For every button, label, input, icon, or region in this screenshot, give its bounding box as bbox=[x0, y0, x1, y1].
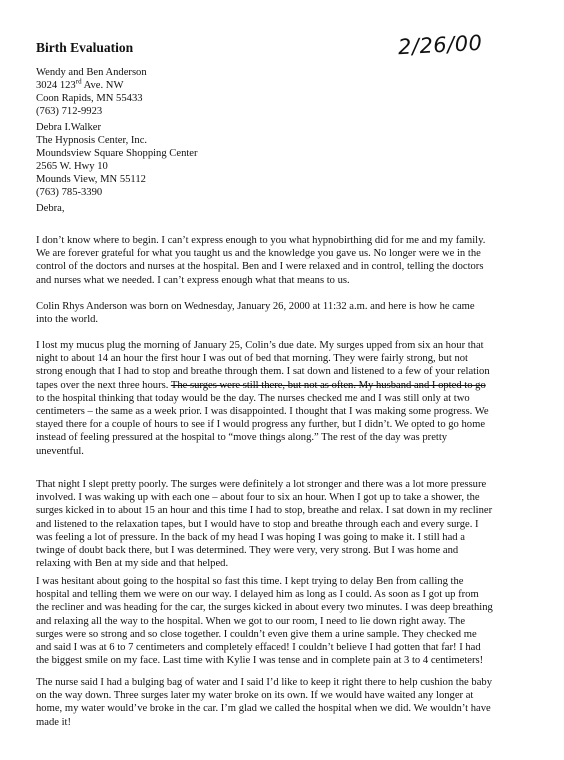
recipient-name: Debra I.Walker bbox=[36, 122, 102, 133]
recipient-phone: (763) 785-3390 bbox=[36, 187, 103, 198]
paragraph-6: The nurse said I had a bulging bag of water and I said I’d like to keep it right there to help cushion the baby on the way down. Three surges later my water broke on its own. If we would have waited any longer at home, my water would’ve broke in the car. I’m glad we called the hospital when we did. We wouldn’t have made it! bbox=[36, 677, 492, 728]
paragraph-3-strikethrough: The surges were still there, but not as often. My husband and I opted to go bbox=[170, 379, 486, 391]
sender-street-number: 3024 123 bbox=[36, 80, 76, 91]
paragraph-3-text-a: I lost my mucus plug the morning of January 25, Colin’s due date. My surges upped from six an hour that night to about 14 an hour the first hour I was out of bed that morning. They were fairly strong, but not strong enough that I had to stop and breathe through them. I sat down and listened to a few of your relation tapes over the next three hours. bbox=[36, 340, 490, 391]
recipient-city: Mounds View, MN 55112 bbox=[36, 174, 146, 185]
handwritten-date: 2/26/00 bbox=[397, 30, 484, 60]
paragraph-3 bbox=[36, 339, 550, 458]
recipient-street: 2565 W. Hwy 10 bbox=[36, 161, 108, 172]
document-title: Birth Evaluation bbox=[36, 40, 134, 55]
recipient-org: The Hypnosis Center, Inc. bbox=[36, 135, 148, 146]
sender-phone: (763) 712-9923 bbox=[36, 106, 103, 117]
paragraph-5: I was hesitant about going to the hospital so fast this time. I kept trying to delay Ben from calling the hospital and telling them we were on our way. I delayed him as long as I could. As soon as I got up from the recliner and was heading for the car, the surges kicked in about every two minutes. I was deep breathing and relaxing all the way to the hospital. When we got to our room, I need to lie down right away. The surges were so strong and so close together. I couldn’t even give them a urine sample. They checked me and said I was at 6 to 7 centimeters and completely effaced! I couldn’t believe I had gotten that far! I had the biggest smile on my face. Last time with Kylie I was tense and in complete pain at 3 to 4 centimeters! bbox=[36, 576, 493, 667]
recipient-address bbox=[36, 121, 198, 199]
paragraph-3-text-b: to the hospital thinking that today would be the day. The nurses checked me and I was still only at two centimeters – the same as a week prior. I was disappointed. I thought that I was making some progress. We stayed there for a couple of hours to see if I would progress any further, but I didn’t. We opted to go home instead of feeling pressured at the hospital to “move things along.” The rest of the day was pretty uneventful. bbox=[36, 392, 489, 457]
sender-street-rest: Ave. NW bbox=[81, 80, 124, 91]
salutation: Debra, bbox=[36, 203, 65, 214]
paragraph-4: That night I slept pretty poorly. The surges were definitely a lot stronger and there was a lot more pressure involved. I was waking up with each one – about four to six an hour. When I got up to take a shower, the surges kicked in to about 15 an hour and this time I had to stop, breathe and relax. I sat down in my recliner and listened to the relaxation tapes, but I would have to stop and breathe through each and every surge. I was feeling a lot of pressure. In the back of my head I was hoping I was going to make it. I still had a twinge of doubt back there, but I was determined. They were very, very strong. But I was home and relaxing with Ben at my side and that helped. bbox=[36, 479, 493, 570]
sender-street-suffix: rd bbox=[75, 77, 82, 86]
sender-name: Wendy and Ben Anderson bbox=[36, 67, 147, 78]
paragraph-2: Colin Rhys Anderson was born on Wednesday, January 26, 2000 at 11:32 a.m. and here is how he came into the world. bbox=[36, 301, 475, 326]
paragraph-1: I don’t know where to begin. I can’t express enough to you what hypnobirthing did for me and my family. We are forever grateful for what you taught us and the knowledge you gave us. No longer were we in the control of the doctors and nurses at the hospital. Ben and I were relaxed and in control, telling the doctors and nurses what we needed. I can’t express enough what that means to us. bbox=[36, 235, 486, 286]
sender-city: Coon Rapids, MN 55433 bbox=[36, 93, 143, 104]
sender-address bbox=[36, 66, 147, 118]
sender-street bbox=[36, 79, 147, 92]
recipient-center: Moundsview Square Shopping Center bbox=[36, 148, 198, 159]
